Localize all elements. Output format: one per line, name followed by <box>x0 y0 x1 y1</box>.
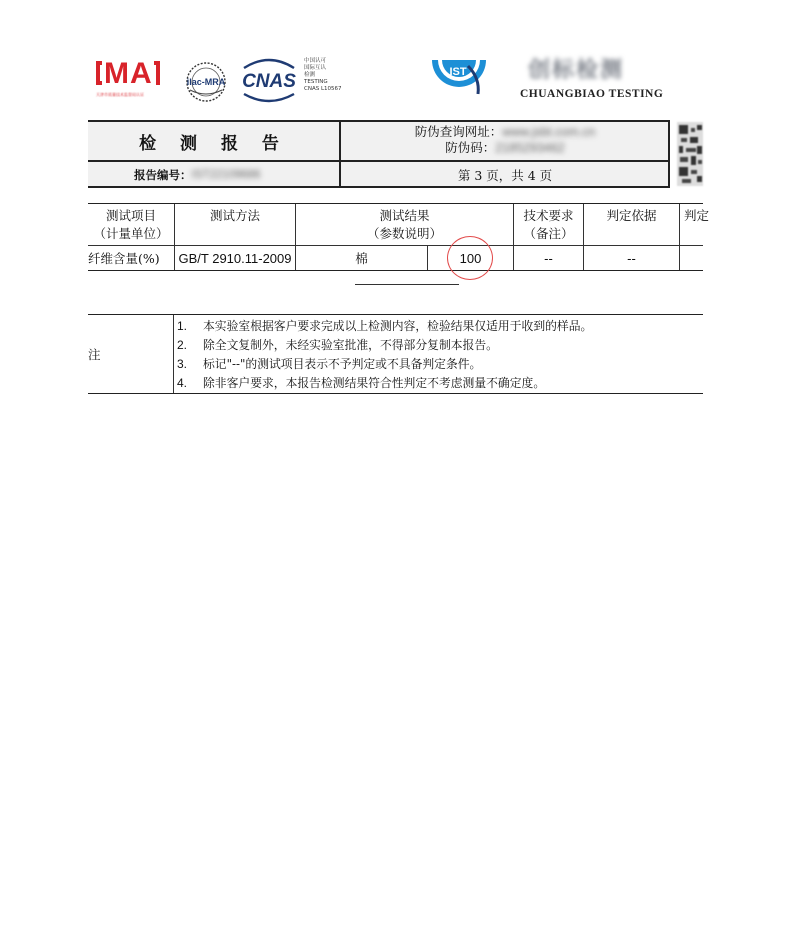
note-item: 4. 除非客户要求，本报告检测结果符合性判定不考虑测量不确定度。 <box>177 376 546 390</box>
report-number-value: IST22109686 <box>191 169 261 181</box>
notes-table <box>88 314 703 394</box>
header-test-result: 测试结果 （参数说明） <box>366 207 442 241</box>
row-fiber-value: 100 <box>459 250 482 266</box>
header-test-method: 测试方法 <box>209 208 260 223</box>
highlight-circle-annotation <box>447 236 493 280</box>
cma-logo-caption: 天津市质量技术监督局认证 <box>96 92 144 97</box>
note-item: 2. 除全文复制外，未经实验室批准，不得部分复制本报告。 <box>177 338 498 352</box>
brand-name <box>520 58 670 100</box>
cnas-logo-text: CNAS <box>242 71 296 92</box>
row-test-item: 纤维含量(%) <box>88 250 160 266</box>
qr-code <box>677 122 703 186</box>
row-judgement <box>680 246 703 271</box>
cma-logo-text: MA <box>96 58 172 90</box>
ist-globe-icon <box>428 58 490 100</box>
anti-fake-info <box>340 124 670 160</box>
anti-fake-url-label: 防伪查询网址： <box>414 124 503 139</box>
cnas-emblem-icon <box>236 56 302 106</box>
cnas-caption: 中国认可 国际互认 检测 TESTING CNAS L10567 <box>304 58 342 92</box>
row-judgement-basis: -- <box>627 250 636 266</box>
ilac-mra-emblem-icon <box>180 60 232 104</box>
note-item: 3. 标记"--"的测试项目表示不予判定或不具备判定条件。 <box>177 357 482 371</box>
row-technical-requirement: -- <box>544 250 553 266</box>
header-technical-requirement: 技术要求 （备注） <box>523 207 574 241</box>
notes-label: 注 <box>88 347 101 362</box>
brand-name-en: CHUANGBIAO TESTING <box>520 88 664 100</box>
notes-list <box>177 317 697 393</box>
test-results-table <box>88 203 710 271</box>
note-item: 1. 本实验室根据客户要求完成以上检测内容，检验结果仅适用于收到的样品。 <box>177 319 593 333</box>
header-judgement-basis: 判定依据 <box>606 208 657 223</box>
anti-fake-code-value: 2185293462 <box>495 141 565 155</box>
brand-name-cn: 创标检测 <box>528 57 625 83</box>
report-header-table <box>88 120 670 188</box>
page-info: 第 3 页，共 4 页 <box>457 168 553 183</box>
cma-logo <box>96 58 172 108</box>
qr-code-icon <box>677 122 703 186</box>
row-test-method: GB/T 2910.11-2009 <box>178 250 292 266</box>
ist-logo-text: IST <box>449 66 467 78</box>
ilac-mra-logo <box>180 60 232 104</box>
end-of-results-line <box>355 284 459 285</box>
anti-fake-url-value: www.jsbt.com.cn <box>502 125 596 139</box>
header-judgement: 判定 <box>684 208 710 223</box>
anti-fake-code-label: 防伪码： <box>445 140 496 155</box>
row-fiber-name: 棉 <box>355 250 368 266</box>
report-title: 检 测 报 告 <box>139 133 288 154</box>
report-number-label: 报告编号： <box>134 168 192 182</box>
header-test-item: 测试项目 （计量单位） <box>93 207 169 241</box>
cnas-logo <box>236 56 356 106</box>
ilac-logo-text: ilac-MRA <box>186 77 226 87</box>
ist-logo <box>428 58 490 100</box>
report-number <box>88 162 339 188</box>
